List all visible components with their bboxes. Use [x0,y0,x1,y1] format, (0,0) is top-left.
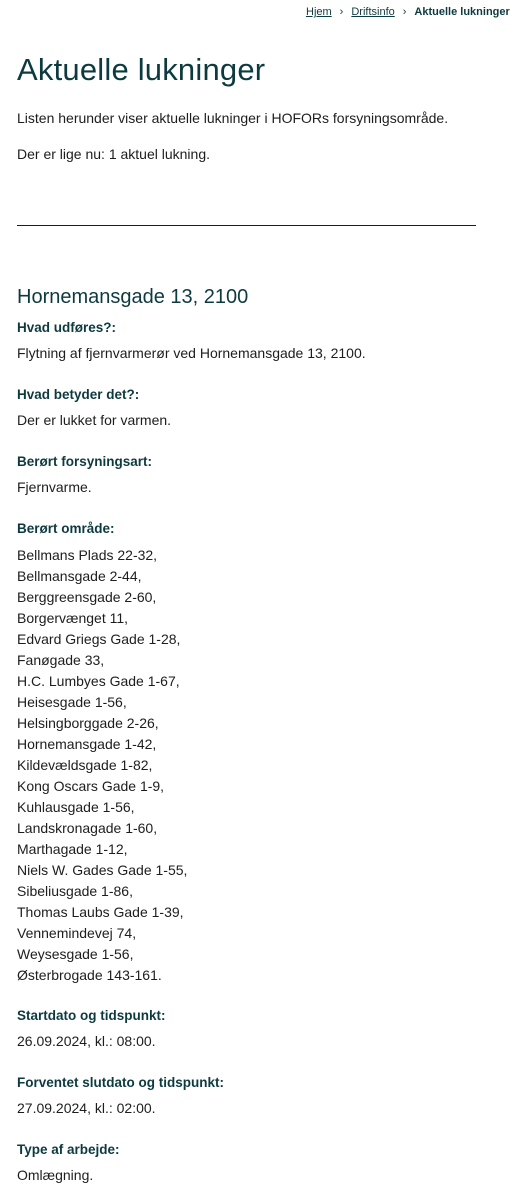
list-item: Østerbrogade 143-161. [17,967,162,983]
intro-text: Listen herunder viser aktuelle lukninger i HOFORs forsyningsområde. [17,110,449,126]
list-item: Weysesgade 1-56, [17,946,134,962]
supply-label: Berørt forsyningsart: [17,454,153,469]
area-label: Berørt område: [17,521,115,536]
list-item: Hornemansgade 1-42, [17,736,157,752]
list-item: Edvard Griegs Gade 1-28, [17,631,181,647]
what-label: Hvad udføres?: [17,320,117,335]
divider [17,225,476,226]
list-item: Kuhlausgade 1-56, [17,799,135,815]
list-item: Borgervænget 11, [17,610,129,626]
closure-count-text: Der er lige nu: 1 aktuel lukning. [17,146,210,162]
breadcrumb-driftsinfo-link[interactable]: Driftsinfo [351,6,395,18]
page-title: Aktuelle lukninger [17,52,266,87]
chevron-right-icon: › [402,6,407,18]
type-label: Type af arbejde: [17,1142,120,1157]
breadcrumb [306,6,510,18]
list-item: Berggreensgade 2-60, [17,589,157,605]
what-value: Flytning af fjernvarmerør ved Hornemansgade 13, 2100. [17,345,366,361]
list-item: Marthagade 1-12, [17,841,128,857]
breadcrumb-home-link[interactable]: Hjem [306,6,332,18]
list-item: Sibeliusgade 1-86, [17,883,133,899]
breadcrumb-current: Aktuelle lukninger [414,6,510,18]
closure-title: Hornemansgade 13, 2100 [17,286,249,308]
end-value: 27.09.2024, kl.: 02:00. [17,1100,156,1116]
list-item: Helsingborggade 2-26, [17,715,159,731]
list-item: Vennemindevej 74, [17,925,137,941]
list-item: Kildevældsgade 1-82, [17,757,153,773]
list-item: Fanøgade 33, [17,652,105,668]
meaning-label: Hvad betyder det?: [17,387,140,402]
end-label: Forventet slutdato og tidspunkt: [17,1075,224,1090]
list-item: Landskronagade 1-60, [17,820,158,836]
supply-value: Fjernvarme. [17,479,92,495]
list-item: H.C. Lumbyes Gade 1-67, [17,673,180,689]
start-label: Startdato og tidspunkt: [17,1008,166,1023]
area-list [17,545,187,986]
type-value: Omlægning. [17,1167,94,1183]
list-item: Niels W. Gades Gade 1-55, [17,862,188,878]
meaning-value: Der er lukket for varmen. [17,412,172,428]
list-item: Bellmans Plads 22-32, [17,547,158,563]
list-item: Thomas Laubs Gade 1-39, [17,904,184,920]
chevron-right-icon: › [339,6,344,18]
list-item: Kong Oscars Gade 1-9, [17,778,165,794]
list-item: Bellmansgade 2-44, [17,568,142,584]
start-value: 26.09.2024, kl.: 08:00. [17,1033,156,1049]
list-item: Heisesgade 1-56, [17,694,127,710]
